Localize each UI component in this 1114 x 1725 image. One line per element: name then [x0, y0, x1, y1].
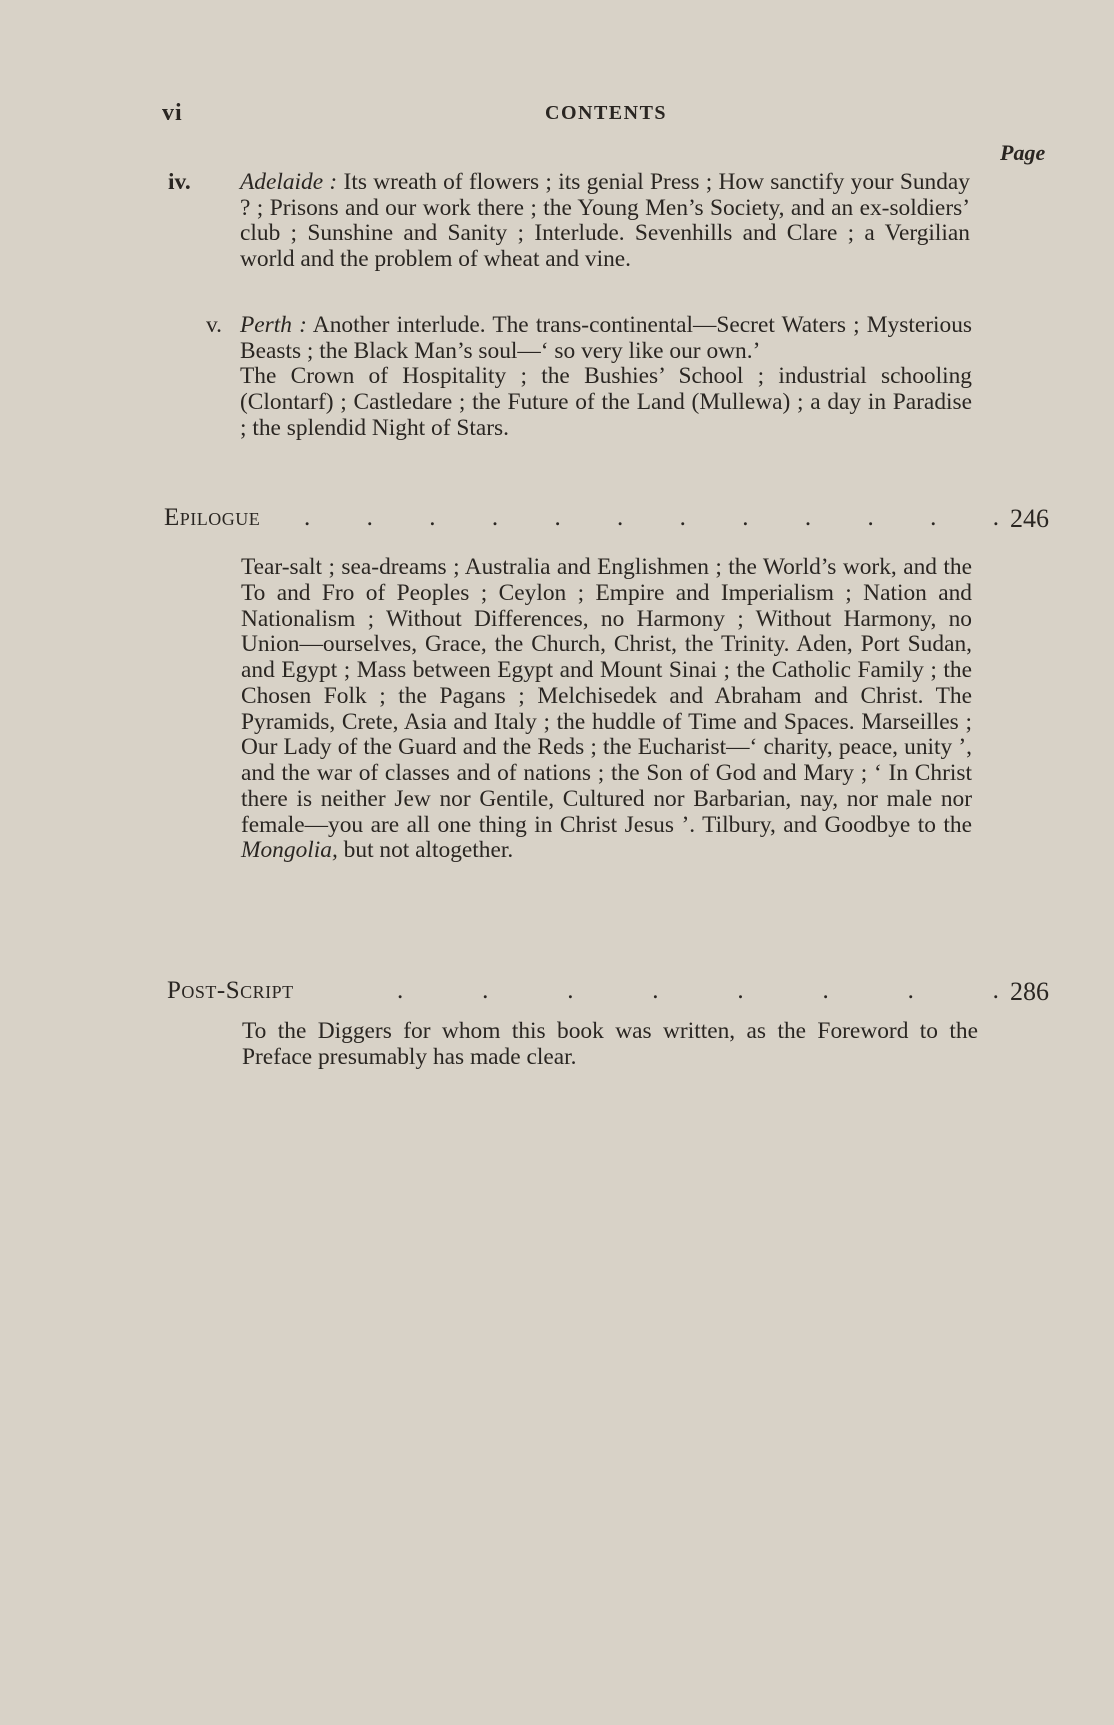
- postscript-label: Post-Script: [167, 977, 294, 1004]
- entry-numeral: iv.: [168, 169, 191, 195]
- epilogue-summary: [241, 555, 972, 864]
- postscript-summary: To the Diggers for whom this book was written, as the Foreword to the Preface presumably has made clear.: [242, 1018, 978, 1070]
- epilogue-heading: [164, 504, 1049, 536]
- leader-dot: .: [567, 977, 574, 1004]
- leader-dot: .: [804, 504, 812, 531]
- entry-place: Perth :: [240, 312, 307, 338]
- leader-dot: .: [737, 977, 744, 1004]
- dot-leader: [397, 977, 999, 1005]
- entry-place: Adelaide :: [240, 169, 338, 195]
- leader-dot: .: [482, 977, 489, 1004]
- page-column-label: Page: [1000, 140, 1046, 165]
- epilogue-text-end: but not altogether.: [343, 837, 514, 864]
- leader-dot: .: [679, 504, 686, 531]
- entry-v: [206, 312, 972, 442]
- leader-dot: .: [304, 504, 311, 531]
- running-title: CONTENTS: [545, 102, 668, 124]
- epilogue-label: Epilogue: [164, 504, 261, 531]
- epilogue-text: Tear-salt ; sea-dreams ; Australia and Englishmen ; the World’s work, and the To and Fro of Peoples ; Ceylon ; Empire and Imperialism ; Nation and Nationalism ; Without Differences, no Harmony ; Without Harmony, no Union—ourselves, Grace, the Church, Christ, the Trinity. Aden, Port Sudan, and Egypt ; Mass between Egypt and Mount Sinai ; the Catholic Family ; the Chosen Folk ; the Pagans ; Melchisedek and Abraham and Christ. The Pyramids, Crete, Asia and Italy ; the huddle of Time and Spaces. Marseilles ; Our Lady of the Guard and the Reds ; the Eucharist—‘ charity, peace, unity ’, and the war of classes and of nations ; the Son of God and Mary ; ‘ In Christ there is neither Jew nor Gentile, Cultured nor Barbarian, nay, nor male nor female—you are all one thing in Christ Jesus ’. Tilbury, and Goodbye to the: [241, 554, 972, 838]
- leader-dot: .: [992, 977, 999, 1004]
- leader-dot: .: [366, 504, 373, 531]
- leader-dot: .: [907, 977, 914, 1004]
- leader-dot: .: [992, 504, 999, 531]
- entry-text: Its wreath of flowers ; its genial Press ; How sanctify your Sunday ? ; Prisons and our work there ; the Young Men’s Society, and an ex-soldiers’ club ; Sunshine and Sanity ; Interlude. Sevenhills and Clare ; a Vergilian world and the problem of wheat and vine.: [240, 169, 970, 273]
- postscript-page-number: 286: [1010, 977, 1049, 1006]
- dot-leader: [304, 504, 999, 532]
- entry-numeral: v.: [206, 312, 223, 338]
- epilogue-page-number: 246: [1010, 504, 1049, 533]
- leader-dot: .: [822, 977, 829, 1004]
- entry-text: Another interlude. The trans-continental—Secret Waters ; Mysterious Beasts ; the Black Man’s soul—‘ so very like our own.’: [240, 312, 972, 364]
- leader-dot: .: [554, 504, 561, 531]
- leader-dot: .: [867, 504, 874, 531]
- leader-dot: .: [397, 977, 404, 1004]
- page-folio: vi: [162, 100, 183, 126]
- leader-dot: .: [429, 504, 436, 531]
- epilogue-ship-name: Mongolia,: [241, 837, 338, 864]
- entry-text-continued: The Crown of Hospitality ; the Bushies’ School ; industrial schooling (Clontarf) ; Castledare ; the Future of the Land (Mullewa) ; a day in Paradise ; the splendid Night of Stars.: [240, 363, 972, 441]
- entry-iv: [168, 169, 970, 273]
- leader-dot: .: [652, 977, 659, 1004]
- leader-dot: .: [930, 504, 937, 531]
- leader-dot: .: [742, 504, 749, 531]
- leader-dot: .: [491, 504, 499, 531]
- leader-dot: .: [617, 504, 624, 531]
- postscript-heading: [167, 977, 1049, 1009]
